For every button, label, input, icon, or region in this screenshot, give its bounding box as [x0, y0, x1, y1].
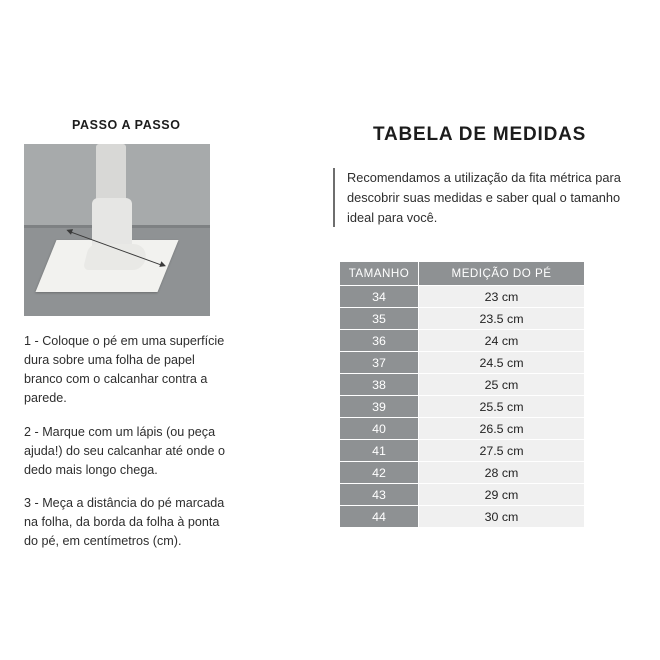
cell-measurement: 25 cm: [419, 374, 585, 396]
step-list: [24, 332, 234, 551]
foot-measurement-photo: [24, 144, 210, 316]
cell-size: 40: [340, 418, 419, 440]
table-row: [340, 418, 585, 440]
cell-size: 44: [340, 506, 419, 528]
table-row: [340, 308, 585, 330]
cell-measurement: 27.5 cm: [419, 440, 585, 462]
cell-measurement: 24.5 cm: [419, 352, 585, 374]
cell-measurement: 28 cm: [419, 462, 585, 484]
cell-measurement: 25.5 cm: [419, 396, 585, 418]
cell-measurement: 26.5 cm: [419, 418, 585, 440]
intro-block: [333, 168, 633, 227]
cell-measurement: 24 cm: [419, 330, 585, 352]
cell-size: 43: [340, 484, 419, 506]
table-row: [340, 286, 585, 308]
cell-size: 37: [340, 352, 419, 374]
size-table: [339, 261, 585, 528]
intro-accent-bar: [333, 168, 335, 227]
cell-measurement: 23.5 cm: [419, 308, 585, 330]
size-table-title: TABELA DE MEDIDAS: [373, 124, 587, 145]
cell-measurement: 29 cm: [419, 484, 585, 506]
cell-size: 35: [340, 308, 419, 330]
step-by-step-section: [24, 118, 234, 565]
column-header-measurement: MEDIÇÃO DO PÉ: [419, 262, 585, 286]
cell-size: 38: [340, 374, 419, 396]
table-row: [340, 330, 585, 352]
cell-size: 41: [340, 440, 419, 462]
table-header-row: [340, 262, 585, 286]
cell-measurement: 23 cm: [419, 286, 585, 308]
cell-size: 36: [340, 330, 419, 352]
intro-text: Recomendamos a utilização da fita métrica para descobrir suas medidas e saber qual o tamanho ideal para você.: [347, 170, 621, 225]
table-row: [340, 352, 585, 374]
table-row: [340, 396, 585, 418]
column-header-size: TAMANHO: [340, 262, 419, 286]
table-row: [340, 440, 585, 462]
table-row: [340, 484, 585, 506]
size-table-section: [333, 124, 633, 528]
table-row: [340, 462, 585, 484]
step-item-3: 3 - Meça a distância do pé marcada na folha, da borda da folha à ponta do pé, em centímetros (cm).: [24, 495, 225, 549]
size-table-body: [340, 286, 585, 528]
cell-size: 39: [340, 396, 419, 418]
step-item-2: 2 - Marque com um lápis (ou peça ajuda!) do seu calcanhar até onde o dedo mais longo chega.: [24, 424, 225, 477]
table-row: [340, 374, 585, 396]
size-table-head: [340, 262, 585, 286]
step-item-1: 1 - Coloque o pé em uma superfície dura sobre uma folha de papel branco com o calcanhar contra a parede.: [24, 334, 225, 406]
cell-size: 42: [340, 462, 419, 484]
table-row: [340, 506, 585, 528]
cell-measurement: 30 cm: [419, 506, 585, 528]
cell-size: 34: [340, 286, 419, 308]
step-by-step-heading: PASSO A PASSO: [72, 118, 181, 132]
